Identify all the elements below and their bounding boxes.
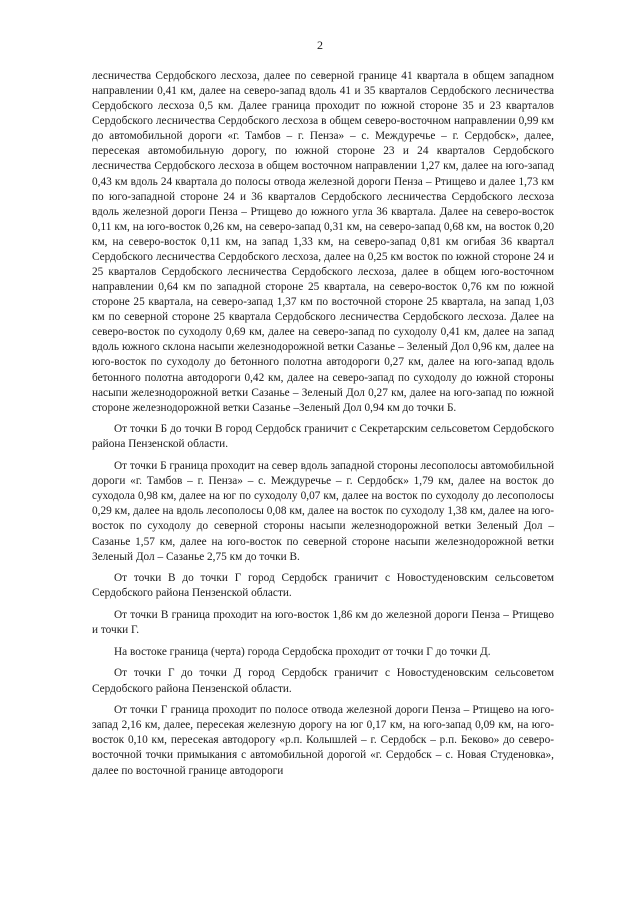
paragraph-east-boundary: На востоке граница (черта) города Сердобска проходит от точки Г до точки Д. bbox=[114, 645, 491, 658]
paragraph-b-to-v-neighbor: От точки Б до точки В город Сердобск граничит с Секретарским сельсоветом Сердобского района Пензенской области. bbox=[92, 423, 554, 451]
paragraph-g-to-d-neighbor: От точки Г до точки Д город Сердобск граничит с Новостуденовским сельсоветом Сердобского района Пензенской области. bbox=[92, 667, 554, 695]
paragraph-v-to-g-neighbor: От точки В до точки Г город Сердобск граничит с Новостуденовским сельсоветом Сердобского района Пензенской области. bbox=[92, 572, 554, 600]
paragraph-v-boundary-route: От точки В граница проходит на юго-восток 1,86 км до железной дороги Пенза – Ртищево и точки Г. bbox=[92, 609, 554, 637]
paragraph-g-boundary-route: От точки Г граница проходит по полосе отвода железной дороги Пенза – Ртищево на юго-запад 2,16 км, далее, пересекая железную дорогу на юг 0,17 км, на юго-запад 0,09 км, на юго-восток 0,10 км, пересекая автодорогу «р.п. Колышлей – г. Сердобск – р.п. Беково» до северо-восточной точки примыкания с автомобильной дорогой «г. Сердобск – с. Новая Студеновка», далее по восточной границе автодороги bbox=[92, 704, 554, 777]
paragraph-boundary-description: лесничества Сердобского лесхоза, далее по северной границе 41 квартала в общем западном направлении 0,41 км, далее на северо-запад вдоль 41 и 35 кварталов Сердобского лесничества Сердобского лесхоза 0,5 км. Далее граница проходит по южной стороне 35 и 23 кварталов Сердобского лесничества Сердобского лесхоза в общем северо-восточном направлении 0,99 км до автомобильной дороги «г. Тамбов – г. Пенза» – с. Междуречье – г. Сердобск», далее, пересекая автомобильную дорогу, по южной стороне 23 и 24 кварталов Сердобского лесничества Сердобского лесхоза в общем восточном направлении 1,27 км, далее на юго-запад 0,43 км вдоль 24 квартала до полосы отвода железной дороги Пенза – Ртищево и далее 1,73 км по юго-западной стороне 24 и 36 кварталов Сердобского лесничества Сердобского лесхоза вдоль железной дороги Пенза – Ртищево до южного угла 36 квартала. Далее на северо-восток 0,11 км, на юго-восток 0,26 км, на северо-запад 0,31 км, на северо-запад 0,68 км, на восток 0,20 км, на северо-восток 0,11 км, на запад 1,33 км, на северо-запад 0,81 км огибая 36 квартал Сердобского лесничества Сердобского лесхоза, далее на 0,25 км восток по южной стороне 24 и 25 кварталов Сердобского лесничества Сердобского лесхоза, далее в общем юго-восточном направлении 0,64 км по западной стороне 25 квартала, на северо-восток 0,76 км по южной стороне 25 квартала, на северо-запад 1,37 км по восточной стороне 25 квартала, на запад 1,03 км по северной стороне 25 квартала Сердобского лесничества Сердобского лесхоза. Далее на северо-восток по суходолу 0,69 км, далее на северо-запад по суходолу 0,41 км, далее на запад вдоль южного склона насыпи железнодорожной ветки Сазанье – Зеленый Дол 0,96 км, далее на юго-восток по суходолу до бетонного полотна автодороги 0,27 км, далее на юго-запад вдоль бетонного полотна автодороги 0,42 км, далее на северо-запад по суходолу до южной стороны насыпи железнодорожной ветки Сазанье – Зеленый Дол 0,27 км, далее на юго-запад по южной стороне железнодорожной ветки Сазанье –Зеленый Дол 0,94 км до точки Б. bbox=[92, 70, 554, 414]
page-number: 2 bbox=[317, 38, 323, 52]
document-body bbox=[92, 69, 554, 779]
paragraph-b-boundary-route: От точки Б граница проходит на север вдоль западной стороны лесополосы автомобильной дороги «г. Тамбов – г. Пенза» – с. Междуречье – г. Сердобск» 1,79 км, далее на восток до суходола 0,98 км, далее на юг по суходолу 0,07 км, далее на восток по суходолу до лесополосы 0,29 км, далее на вдоль лесополосы 0,08 км, далее на восток по суходолу 1,38 км, далее на юго-восток по суходолу до северной стороны насыпи железнодорожной ветки Зеленый Дол – Сазанье 1,57 км, далее на юго-восток по северной стороне насыпи железнодорожной ветки Зеленый Дол – Сазанье 2,75 км до точки В. bbox=[92, 460, 555, 563]
